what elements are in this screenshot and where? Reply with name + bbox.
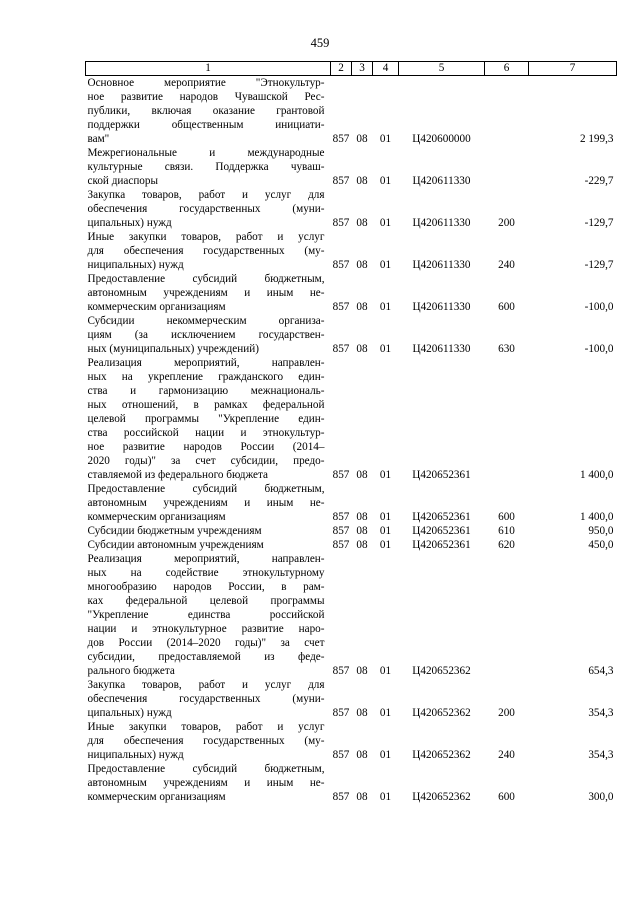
expense-type-code: 600 bbox=[498, 511, 515, 523]
table-row bbox=[86, 188, 617, 230]
section-code: 08 bbox=[356, 665, 368, 677]
ministry-code: 857 bbox=[332, 539, 350, 551]
description-line: ных отношений, в рамках федеральной bbox=[87, 399, 325, 411]
description-line: Субсидии автономным учреждениям bbox=[87, 539, 264, 551]
description-line: ниципальных) нужд bbox=[87, 749, 184, 761]
expense-type-code: 610 bbox=[498, 525, 515, 537]
description-line: Предоставление субсидий бюджетным, bbox=[87, 273, 325, 285]
row-description bbox=[86, 356, 331, 482]
target-article-code: Ц420611330 bbox=[412, 175, 471, 187]
description-line: ципальных) нужд bbox=[87, 707, 172, 719]
amount: -129,7 bbox=[584, 259, 614, 271]
row-description bbox=[86, 720, 331, 762]
table-row bbox=[86, 762, 617, 804]
section-code: 08 bbox=[356, 217, 368, 229]
table-body bbox=[86, 76, 617, 805]
description-line: ное развитие народов России (2014– bbox=[87, 441, 325, 453]
subsection-code: 01 bbox=[379, 511, 392, 523]
description-line: ках федеральной целевой программы bbox=[87, 595, 325, 607]
description-line: коммерческим организациям bbox=[87, 791, 226, 803]
expense-type-code: 630 bbox=[498, 343, 515, 355]
description-line: Предоставление субсидий бюджетным, bbox=[87, 483, 325, 495]
amount: -100,0 bbox=[584, 301, 614, 313]
row-description bbox=[86, 678, 331, 720]
section-code: 08 bbox=[356, 301, 368, 313]
description-line: поддержки общественным инициати- bbox=[87, 119, 325, 131]
row-description bbox=[86, 482, 331, 524]
amount: 450,0 bbox=[588, 539, 614, 551]
row-description bbox=[86, 762, 331, 804]
description-line: ставляемой из федерального бюджета bbox=[87, 469, 269, 481]
expense-type-code: 200 bbox=[498, 707, 515, 719]
description-line: публики, включая оказание грантовой bbox=[87, 105, 325, 117]
ministry-code: 857 bbox=[332, 665, 350, 677]
description-line: культурные связи. Поддержка чуваш- bbox=[87, 161, 325, 173]
subsection-code: 01 bbox=[379, 259, 392, 271]
expense-type-code bbox=[485, 552, 529, 678]
description-line: ных на содействие этнокультурному bbox=[87, 567, 325, 579]
description-line: Субсидии некоммерческим организа- bbox=[87, 315, 325, 327]
expense-type-code: 240 bbox=[498, 259, 515, 271]
description-line: автономным учреждениям и иным не- bbox=[87, 287, 325, 299]
ministry-code: 857 bbox=[332, 525, 350, 537]
budget-table bbox=[85, 61, 617, 804]
header-row bbox=[86, 62, 617, 76]
section-code: 08 bbox=[356, 539, 368, 551]
target-article-code: Ц420652361 bbox=[412, 469, 471, 481]
ministry-code: 857 bbox=[332, 791, 350, 803]
description-line: Основное мероприятие "Этнокультур- bbox=[87, 77, 325, 89]
description-line: Закупка товаров, работ и услуг для bbox=[87, 189, 325, 201]
description-line: коммерческим организациям bbox=[87, 301, 226, 313]
description-line: "Укрепление единства российской bbox=[87, 609, 325, 621]
target-article-code: Ц420611330 bbox=[412, 259, 471, 271]
description-line: многообразию народов России, в рам- bbox=[87, 581, 325, 593]
table-row bbox=[86, 720, 617, 762]
description-line: автономным учреждениям и иным не- bbox=[87, 777, 325, 789]
subsection-code: 01 bbox=[379, 469, 392, 481]
section-code: 08 bbox=[356, 749, 368, 761]
table-row bbox=[86, 230, 617, 272]
ministry-code: 857 bbox=[332, 301, 350, 313]
amount: 300,0 bbox=[588, 791, 614, 803]
description-line: ства и гармонизацию межнациональ- bbox=[87, 385, 325, 397]
description-line: Иные закупки товаров, работ и услуг bbox=[87, 231, 325, 243]
row-description bbox=[86, 524, 331, 538]
target-article-code: Ц420652361 bbox=[412, 539, 471, 551]
target-article-code: Ц420611330 bbox=[412, 343, 471, 355]
amount: 950,0 bbox=[588, 525, 614, 537]
description-line: ской диаспоры bbox=[87, 175, 159, 187]
row-description bbox=[86, 272, 331, 314]
description-line: автономным учреждениям и иным не- bbox=[87, 497, 325, 509]
subsection-code: 01 bbox=[379, 749, 392, 761]
amount: -129,7 bbox=[584, 217, 614, 229]
amount: 654,3 bbox=[588, 665, 614, 677]
section-code: 08 bbox=[356, 707, 368, 719]
description-line: коммерческим организациям bbox=[87, 511, 226, 523]
target-article-code: Ц420652362 bbox=[412, 749, 471, 761]
description-line: Реализация мероприятий, направлен- bbox=[87, 553, 325, 565]
row-description bbox=[86, 314, 331, 356]
description-line: Реализация мероприятий, направлен- bbox=[87, 357, 325, 369]
page-number: 459 bbox=[310, 36, 330, 50]
description-line: Субсидии бюджетным учреждениям bbox=[87, 525, 262, 537]
description-line: дов России (2014–2020 годы)" за счет bbox=[87, 637, 325, 649]
table-row bbox=[86, 314, 617, 356]
expense-type-code: 240 bbox=[498, 749, 515, 761]
ministry-code: 857 bbox=[332, 343, 350, 355]
description-line: Закупка товаров, работ и услуг для bbox=[87, 679, 325, 691]
target-article-code: Ц420611330 bbox=[412, 217, 471, 229]
target-article-code: Ц420600000 bbox=[412, 133, 471, 145]
subsection-code: 01 bbox=[379, 791, 392, 803]
expense-type-code bbox=[485, 356, 529, 482]
column-header-1: 1 bbox=[86, 62, 331, 76]
row-description bbox=[86, 230, 331, 272]
target-article-code: Ц420652362 bbox=[412, 791, 471, 803]
ministry-code: 857 bbox=[332, 217, 350, 229]
table-row bbox=[86, 272, 617, 314]
ministry-code: 857 bbox=[332, 259, 350, 271]
description-line: Межрегиональные и международные bbox=[87, 147, 325, 159]
section-code: 08 bbox=[356, 175, 368, 187]
row-description bbox=[86, 552, 331, 678]
description-line: ниципальных) нужд bbox=[87, 259, 184, 271]
description-line: рального бюджета bbox=[87, 665, 175, 677]
expense-type-code: 620 bbox=[498, 539, 515, 551]
amount: 354,3 bbox=[588, 749, 614, 761]
description-line: для обеспечения государственных (му- bbox=[87, 245, 325, 257]
description-line: нации и этнокультурное развитие наро- bbox=[87, 623, 325, 635]
column-header-3: 3 bbox=[352, 62, 373, 76]
expense-type-code: 600 bbox=[498, 791, 515, 803]
section-code: 08 bbox=[356, 259, 368, 271]
table-row bbox=[86, 482, 617, 524]
section-code: 08 bbox=[356, 469, 368, 481]
row-description bbox=[86, 538, 331, 552]
target-article-code: Ц420652362 bbox=[412, 665, 471, 677]
description-line: обеспечения государственных (муни- bbox=[87, 203, 325, 215]
row-description bbox=[86, 76, 331, 147]
section-code: 08 bbox=[356, 525, 368, 537]
row-description bbox=[86, 188, 331, 230]
target-article-code: Ц420652362 bbox=[412, 707, 471, 719]
description-line: циям (за исключением государствен- bbox=[87, 329, 325, 341]
target-article-code: Ц420652361 bbox=[412, 525, 471, 537]
description-line: для обеспечения государственных (му- bbox=[87, 735, 325, 747]
column-header-2: 2 bbox=[331, 62, 352, 76]
description-line: вам" bbox=[87, 133, 110, 145]
table-row bbox=[86, 76, 617, 147]
description-line: Иные закупки товаров, работ и услуг bbox=[87, 721, 325, 733]
amount: 354,3 bbox=[588, 707, 614, 719]
column-header-7: 7 bbox=[529, 62, 617, 76]
column-header-5: 5 bbox=[399, 62, 485, 76]
table-row bbox=[86, 356, 617, 482]
table-row bbox=[86, 524, 617, 538]
target-article-code: Ц420652361 bbox=[412, 511, 471, 523]
expense-type-code: 200 bbox=[498, 217, 515, 229]
subsection-code: 01 bbox=[379, 665, 392, 677]
amount: -100,0 bbox=[584, 343, 614, 355]
description-line: обеспечения государственных (муни- bbox=[87, 693, 325, 705]
subsection-code: 01 bbox=[379, 525, 392, 537]
ministry-code: 857 bbox=[332, 749, 350, 761]
ministry-code: 857 bbox=[332, 511, 350, 523]
amount: 2 199,3 bbox=[579, 133, 614, 145]
section-code: 08 bbox=[356, 133, 368, 145]
ministry-code: 857 bbox=[332, 469, 350, 481]
amount: -229,7 bbox=[584, 175, 614, 187]
subsection-code: 01 bbox=[379, 301, 392, 313]
subsection-code: 01 bbox=[379, 539, 392, 551]
subsection-code: 01 bbox=[379, 707, 392, 719]
subsection-code: 01 bbox=[379, 217, 392, 229]
table-row bbox=[86, 552, 617, 678]
subsection-code: 01 bbox=[379, 133, 392, 145]
description-line: ных на укрепление гражданского един- bbox=[87, 371, 325, 383]
subsection-code: 01 bbox=[379, 175, 392, 187]
section-code: 08 bbox=[356, 511, 368, 523]
description-line: целевой программы "Укрепление един- bbox=[87, 413, 325, 425]
row-description bbox=[86, 146, 331, 188]
table-row bbox=[86, 678, 617, 720]
description-line: ципальных) нужд bbox=[87, 217, 172, 229]
description-line: ных (муниципальных) учреждений) bbox=[87, 343, 259, 355]
expense-type-code bbox=[485, 76, 529, 147]
ministry-code: 857 bbox=[332, 707, 350, 719]
description-line: субсидии, предоставляемой из феде- bbox=[87, 651, 325, 663]
amount: 1 400,0 bbox=[579, 469, 614, 481]
table-row bbox=[86, 146, 617, 188]
description-line: Предоставление субсидий бюджетным, bbox=[87, 763, 325, 775]
column-header-6: 6 bbox=[485, 62, 529, 76]
amount: 1 400,0 bbox=[579, 511, 614, 523]
ministry-code: 857 bbox=[332, 133, 350, 145]
expense-type-code bbox=[485, 146, 529, 188]
description-line: ное развитие народов Чувашской Рес- bbox=[87, 91, 325, 103]
ministry-code: 857 bbox=[332, 175, 350, 187]
column-header-4: 4 bbox=[373, 62, 399, 76]
expense-type-code: 600 bbox=[498, 301, 515, 313]
table-row bbox=[86, 538, 617, 552]
description-line: 2020 годы)" за счет субсидии, предо- bbox=[87, 455, 325, 467]
section-code: 08 bbox=[356, 791, 368, 803]
target-article-code: Ц420611330 bbox=[412, 301, 471, 313]
subsection-code: 01 bbox=[379, 343, 392, 355]
section-code: 08 bbox=[356, 343, 368, 355]
description-line: ства российской нации и этнокультур- bbox=[87, 427, 325, 439]
